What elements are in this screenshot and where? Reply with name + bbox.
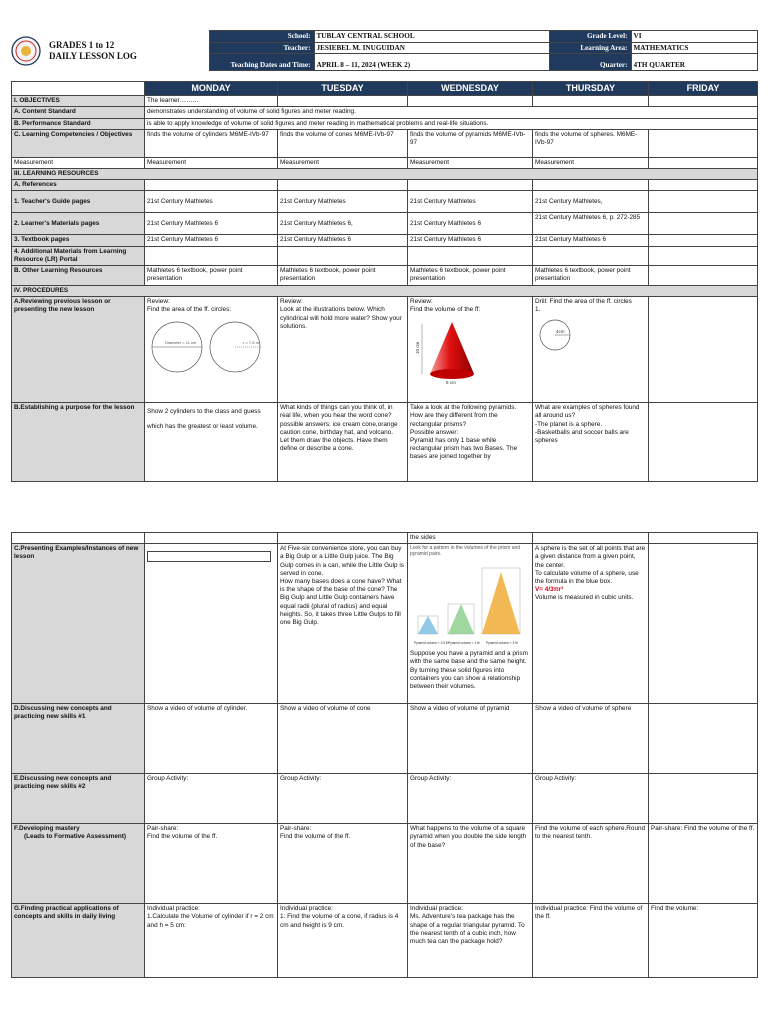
sphere-units: Volume is measured in cubic units. [535, 594, 634, 602]
day-tuesday: TUESDAY [278, 82, 408, 96]
applications-label: G.Finding practical applications of concepts and skills in daily living [12, 904, 145, 978]
presenting-fri [649, 544, 758, 704]
lm-wed: 21st Century Mathletes 6 [408, 213, 533, 235]
review-mon-text: Review: Find the area of the ff. circles: [147, 298, 232, 314]
purpose-label: B.Establishing a purpose for the lesson [12, 403, 145, 482]
lesson-log-page-2 [11, 532, 757, 978]
other-resources-label: B. Other Learning Resources [12, 266, 145, 286]
ol-fri [649, 266, 758, 286]
area-value: MATHEMATICS [631, 42, 757, 54]
competency-mon: finds the volume of cylinders M6ME-IVb-97 [145, 129, 278, 157]
pyramids-prisms-figure [410, 560, 528, 650]
competency-thu: finds the volume of spheres. M6ME-IVb-97 [533, 129, 649, 157]
discussing-2-label: E.Discussing new concepts and practicing new skills #2 [12, 774, 145, 824]
tb-wed: 21st Century Mathletes 6 [408, 235, 533, 246]
review-thu [533, 297, 649, 403]
additional-materials-label: 4. Additional Materials from Learning Resource (LR) Portal [12, 246, 145, 265]
mastery-label [12, 824, 145, 904]
performance-standard-value: is able to apply knowledge of volume of solid figures and meter reading in mathematical problems and real-life situations. [145, 118, 758, 129]
competency-wed: finds the volume of pyramids M6ME-IVb-97 [408, 129, 533, 157]
measurement-fri [649, 157, 758, 168]
learners-materials-label: 2. Learner's Materials pages [12, 213, 145, 235]
lesson-table-1 [11, 81, 758, 482]
lm-mon: 21st Century Mathletes 6 [145, 213, 278, 235]
review-fri [649, 297, 758, 403]
measurement-thu: Measurement [533, 157, 649, 168]
tg-tue: 21st Century Mathletes [278, 191, 408, 213]
lesson-log-page-1 [11, 30, 757, 482]
content-standard-label: A. Content Standard [12, 107, 145, 118]
mastery-label-note: (Leads to Formative Assessment) [24, 833, 127, 841]
discussing-1-wed: Show a video of volume of pyramid [408, 704, 533, 774]
presenting-mon-box [147, 551, 271, 562]
purpose-fri [649, 403, 758, 482]
measurement-label: Measurement [12, 157, 145, 168]
school-label: School: [209, 31, 314, 43]
circle1-label: Diameter = 11 cm [165, 339, 197, 345]
cone-figure [410, 318, 500, 384]
discussing-2-mon: Group Activity: [145, 774, 278, 824]
competency-tue: finds the volume of cones M6ME-IVb-97 [278, 129, 408, 157]
procedures-section: IV. PROCEDURES [12, 286, 758, 297]
measurement-mon: Measurement [145, 157, 278, 168]
review-tue: Review: Look at the illustrations below. Which cylindrical will hold more water? Show your solutions. [278, 297, 408, 403]
applications-tue: Individual practice: 1: Find the volume of a cone, if radius is 4 cm and height is 9 cm. [278, 904, 408, 978]
tb-tue: 21st Century Mathletes 6 [278, 235, 408, 246]
tb-thu: 21st Century Mathletes 6 [533, 235, 649, 246]
tg-mon: 21st Century Mathletes [145, 191, 278, 213]
day-friday: FRIDAY [649, 82, 758, 96]
ol-thu: Mathletes 6 textbook, power point presentation [533, 266, 649, 286]
presenting-mon [145, 544, 278, 704]
discussing-2-fri [649, 774, 758, 824]
area-label: Learning Area: [549, 42, 631, 54]
teachers-guide-label: 1. Teacher's Guide pages [12, 191, 145, 213]
purpose-tue: What kinds of things can you think of, in real life, when you hear the word cone? possible answers: ice cream cone,orange caution cone, birthday hat, and volcano. Let them draw the objects. Have them define or describe a cone. [278, 403, 408, 482]
pyramid-caption: Look for a pattern in the volumes of the prism and pyramid pairs. [410, 545, 521, 558]
applications-thu: Individual practice: Find the volume of the ff. [533, 904, 649, 978]
corner-cell [12, 82, 145, 96]
cone-base-label: 8 cm [446, 379, 456, 384]
presenting-wed [408, 544, 533, 704]
references-label: A. References [12, 180, 145, 191]
circle2-label: r = 7.5 m [243, 339, 259, 345]
sphere-definition: A sphere is the set of all points that are a given distance from a given point, the center. To calculate volume of a sphere, use the formula in the blue box. [535, 545, 646, 586]
tg-fri [649, 191, 758, 213]
discussing-1-fri [649, 704, 758, 774]
content-standard-value: demonstrates understanding of volume of solid figures and meter reading. [145, 107, 758, 118]
day-monday: MONDAY [145, 82, 278, 96]
lesson-table-2 [11, 532, 758, 978]
dates-value: APRIL 8 – 11, 2024 (WEEK 2) [314, 54, 549, 71]
applications-mon: Individual practice: 1.Calculate the Volume of cylinder if r = 2 cm and h = 5 cm: [145, 904, 278, 978]
review-wed [408, 297, 533, 403]
applications-wed: Individual practice: Ms. Adventure's tea package has the shape of a regular triangular pyramid. To the nearest tenth of a cubic inch, how much tea can the package hold? [408, 904, 533, 978]
purpose-wed: Take a look at the following pyramids. How are they different from the rectangular prisms? Possible answer: Pyramid has only 1 base while rectangular prism has two Bases. The bases are joined together by [408, 403, 533, 482]
purpose-mon: Show 2 cylinders to the class and guess which has the greatest or least volume. [145, 403, 278, 482]
review-label: A.Reviewing previous lesson or presenting the new lesson [12, 297, 145, 403]
discussing-1-mon: Show a video of volume of cylinder. [145, 704, 278, 774]
quarter-label: Quarter: [549, 54, 631, 71]
review-thu-text: Drill: Find the area of the ff. circles 1. [535, 298, 632, 314]
carry-label-cell [12, 533, 145, 544]
performance-standard-label: B. Performance Standard [12, 118, 145, 129]
drill-circle-label: 4cm [556, 328, 565, 334]
measurement-wed: Measurement [408, 157, 533, 168]
pyramid-cap-3: Pyramid volume = 3 ft³ [486, 641, 518, 646]
circles-figure [147, 318, 267, 376]
teacher-label: Teacher: [209, 42, 314, 54]
purpose-wed-continued: the sides [408, 533, 533, 544]
ol-wed: Mathletes 6 textbook, power point presentation [408, 266, 533, 286]
doc-title-grades: GRADES 1 to 12 [49, 39, 115, 50]
pyramid-cap-1: Pyramid volume = 1/3 ft³ [414, 641, 449, 646]
mastery-label-text: F.Developing mastery [14, 825, 80, 833]
cone-height-label: 10 cm [415, 341, 420, 354]
lm-fri [649, 213, 758, 235]
resources-section: III. LEARNING RESOURCES [12, 169, 758, 180]
discussing-1-thu: Show a video of volume of sphere [533, 704, 649, 774]
presenting-thu [533, 544, 649, 704]
objectives-learner: The learner……… [145, 96, 278, 107]
grade-label: Grade Level: [549, 31, 631, 43]
drill-circle-figure [535, 318, 575, 352]
lm-tue: 21st Century Mathletes 6, [278, 213, 408, 235]
mastery-tue: Pair-share: Find the volume of the ff. [278, 824, 408, 904]
measurement-tue: Measurement [278, 157, 408, 168]
competency-fri [649, 129, 758, 157]
presenting-label: C.Presenting Examples/Instances of new lesson [12, 544, 145, 704]
tb-mon: 21st Century Mathletes 6 [145, 235, 278, 246]
deped-seal-icon [11, 36, 41, 66]
textbook-label: 3. Textbook pages [12, 235, 145, 246]
tb-fri [649, 235, 758, 246]
discussing-2-thu: Group Activity: [533, 774, 649, 824]
day-thursday: THURSDAY [533, 82, 649, 96]
grade-value: VI [631, 31, 757, 43]
applications-fri: Find the volume: [649, 904, 758, 978]
review-mon [145, 297, 278, 403]
mastery-thu: Find the volume of each sphere.Round to the nearest tenth. [533, 824, 649, 904]
purpose-thu: What are examples of spheres found all around us? -The planet is a sphere. -Basketballs and soccer balls are spheres [533, 403, 649, 482]
school-value: TUBLAY CENTRAL SCHOOL [314, 31, 549, 43]
review-wed-text: Review: Find the volume of the ff: [410, 298, 481, 314]
presenting-tue: At Five-six convenience store, you can buy a Big Gulp or a Little Gulp juice. The Big Gulp comes in a can, while the Little Gulp is served in cone. How many bases does a cone have? What is the shape of the base of the cone? The Big Gulp and Little Gulp containers have equal radii (plural of radius) and equal heights. So, it takes three Little Gulps to fill one Big Gulp. [278, 544, 408, 704]
discussing-2-wed: Group Activity: [408, 774, 533, 824]
discussing-2-tue: Group Activity: [278, 774, 408, 824]
discussing-1-tue: Show a video of volume of cone [278, 704, 408, 774]
ol-mon: Mathletes 6 textbook, power point presentation [145, 266, 278, 286]
sphere-formula: V= 4/3πr³ [535, 586, 564, 594]
quarter-value: 4TH QUARTER [631, 54, 757, 71]
discussing-1-label: D.Discussing new concepts and practicing new skills #1 [12, 704, 145, 774]
tg-wed: 21st Century Mathletes [408, 191, 533, 213]
teacher-value: JESIEBEL M. INUGUIDAN [314, 42, 549, 54]
lm-thu: 21st Century Mathletes 6, p. 272-285 [533, 213, 649, 235]
doc-title-dll: DAILY LESSON LOG [49, 50, 137, 61]
competencies-label: C. Learning Competencies / Objectives [12, 129, 145, 157]
mastery-fri: Pair-share: Find the volume of the ff. [649, 824, 758, 904]
header-table [11, 30, 758, 71]
mastery-mon: Pair-share: Find the volume of the ff. [145, 824, 278, 904]
dates-label: Teaching Dates and Time: [209, 54, 314, 71]
objectives-section: I. OBJECTIVES [12, 96, 145, 107]
presenting-wed-text: Suppose you have a pyramid and a prism with the same base and the same height. By turning these solid figures into containers you can show a relationship between their volumes. [410, 650, 528, 691]
day-wednesday: WEDNESDAY [408, 82, 533, 96]
mastery-wed: What happens to the volume of a square pyramid when you double the side length of the base? [408, 824, 533, 904]
pyramid-cap-2: Pyramid volume = 1 ft³ [448, 641, 480, 646]
ol-tue: Mathletes 6 textbook, power point presentation [278, 266, 408, 286]
tg-thu: 21st Century Mathletes, [533, 191, 649, 213]
